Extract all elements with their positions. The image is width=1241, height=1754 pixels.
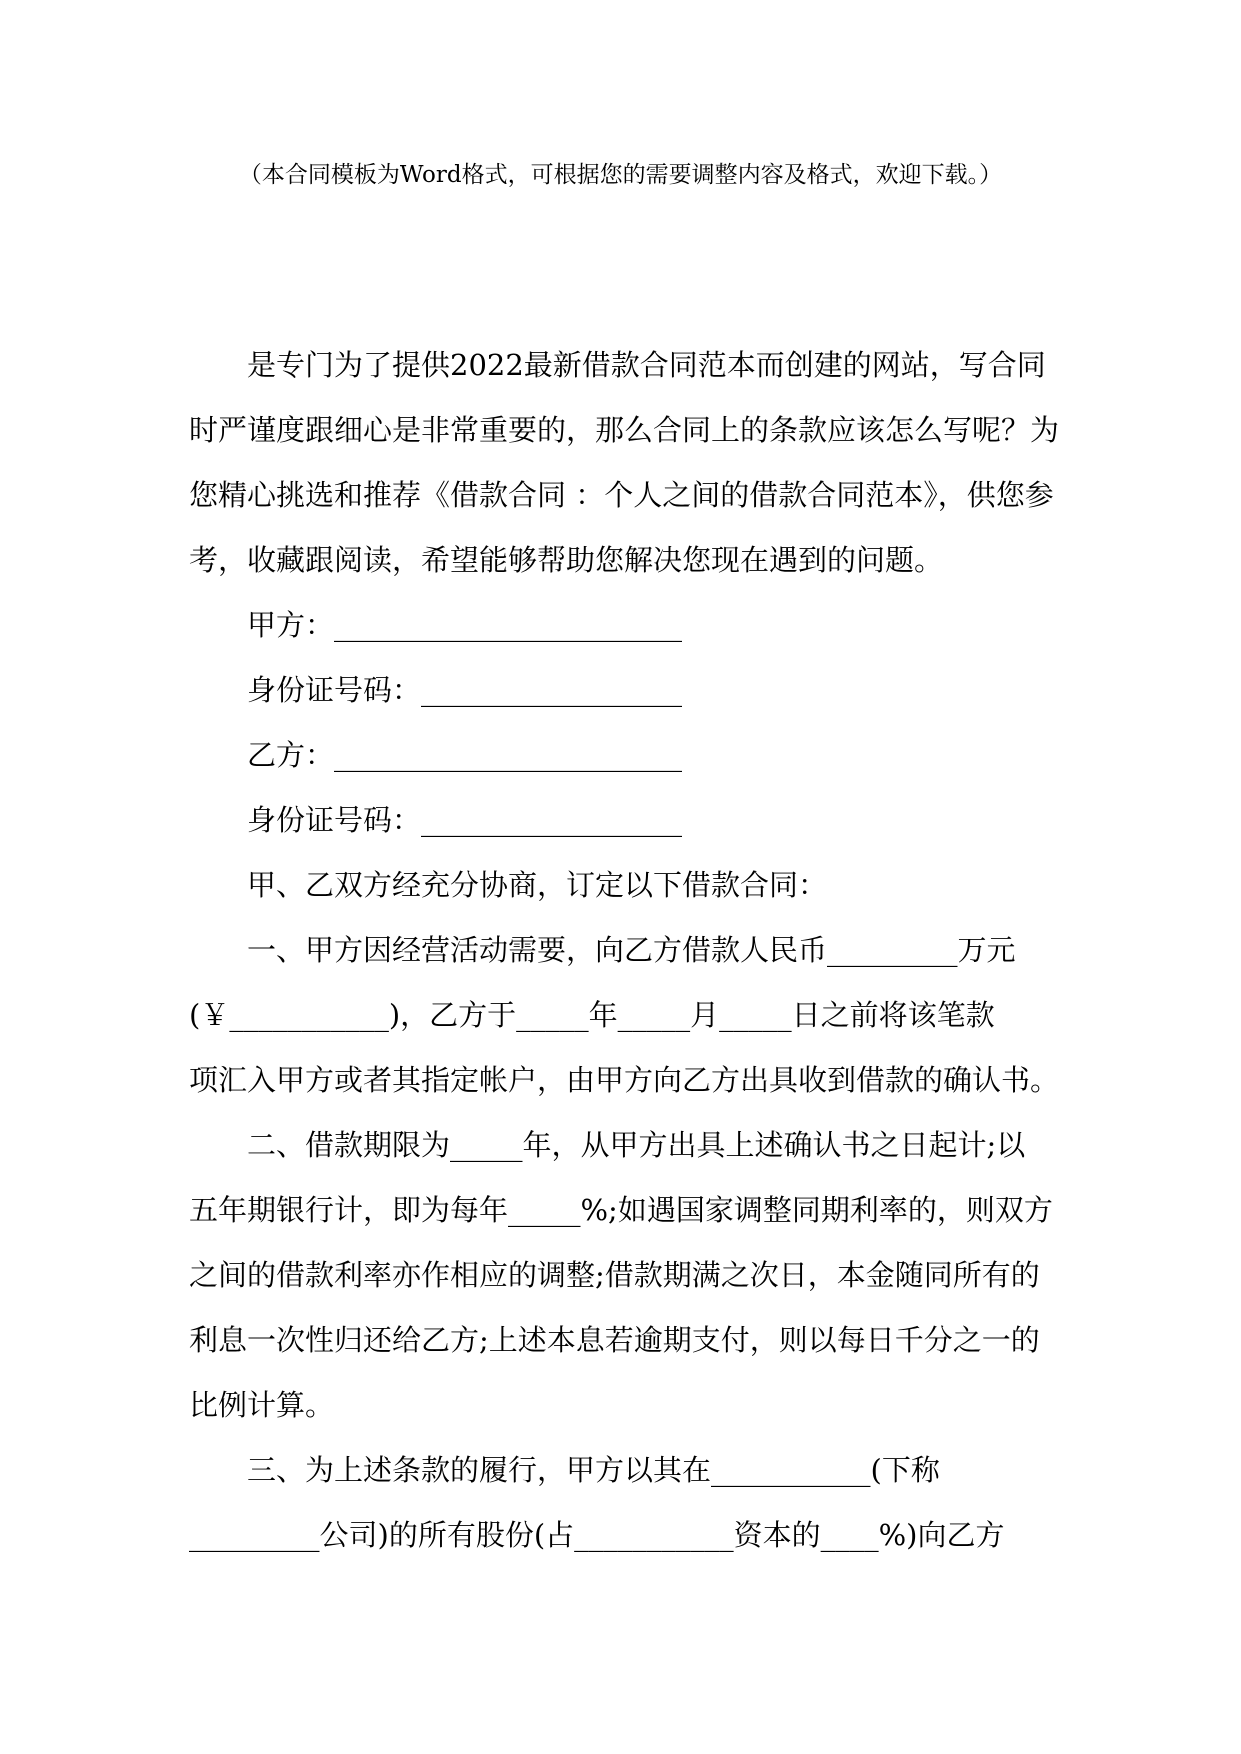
clause-3 xyxy=(189,1438,1069,1568)
clause-2-line: 五年期银行计，即为每年_____%;如遇国家调整同期利率的，则双方 xyxy=(189,1193,1053,1227)
contract-body xyxy=(189,333,1069,1568)
party-a-field: 甲方：________________________ xyxy=(247,608,683,642)
clause-1-line: 一、甲方因经营活动需要，向乙方借款人民币_________万元 xyxy=(247,933,1016,967)
clause-3-line: _________公司)的所有股份(占___________资本的____%)向乙方 xyxy=(189,1518,1005,1552)
party-a-id-field: 身份证号码：__________________ xyxy=(247,673,683,707)
clause-2-line: 利息一次性归还给乙方;上述本息若逾期支付，则以每日千分之一的 xyxy=(189,1323,1040,1357)
clause-1-line: (￥___________)，乙方于_____年_____月_____日之前将该笔款 xyxy=(189,998,995,1032)
clause-2-line: 之间的借款利率亦作相应的调整;借款期满之次日，本金随同所有的 xyxy=(189,1258,1040,1292)
party-b-field: 乙方：________________________ xyxy=(247,738,683,772)
clause-2-line: 比例计算。 xyxy=(189,1388,335,1422)
clause-2 xyxy=(189,1113,1069,1438)
party-b-id-field: 身份证号码：__________________ xyxy=(247,803,683,837)
clause-1 xyxy=(189,918,1069,1113)
clause-2-line: 二、借款期限为_____年，从甲方出具上述确认书之日起计;以 xyxy=(247,1128,1026,1162)
intro-paragraph: 是专门为了提供2022最新借款合同范本而创建的网站，写合同时严谨度跟细心是非常重要的，那么合同上的条款应该怎么写呢？为您精心挑选和推荐《借款合同 ：个人之间的借款合同范本》，供您参考，收藏跟阅读，希望能够帮助您解决您现在遇到的问题。 xyxy=(189,348,1060,577)
template-note: （本合同模板为Word格式，可根据您的需要调整内容及格式，欢迎下载。） xyxy=(238,162,1003,188)
clause-1-line: 项汇入甲方或者其指定帐户，由甲方向乙方出具收到借款的确认书。 xyxy=(189,1063,1060,1097)
clause-3-line: 三、为上述条款的履行，甲方以其在___________(下称 xyxy=(247,1453,940,1487)
agreement-intro: 甲、乙双方经充分协商，订定以下借款合同： xyxy=(247,868,828,902)
